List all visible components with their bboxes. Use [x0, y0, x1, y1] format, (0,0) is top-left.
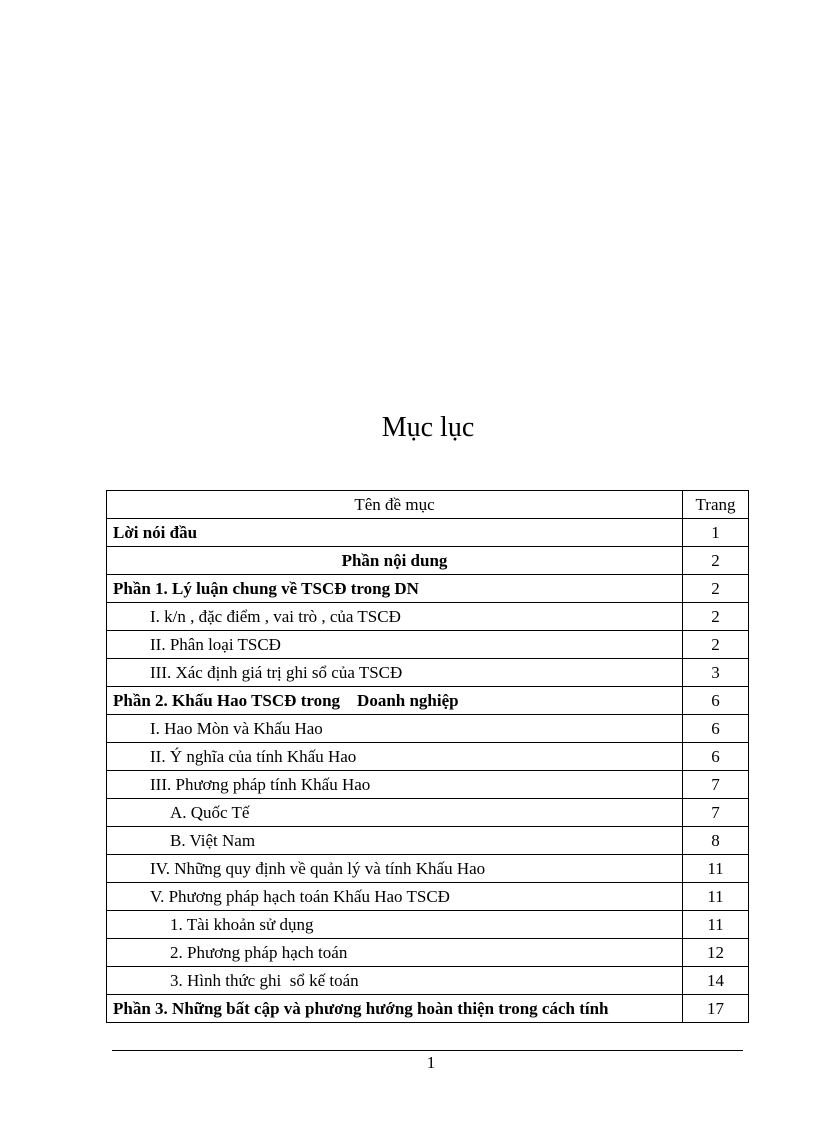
toc-entry-title: 1. Tài khoản sử dụng — [107, 911, 683, 939]
toc-row — [107, 715, 749, 743]
page-number: 1 — [426, 1053, 436, 1072]
toc-entry-title: 2. Phương pháp hạch toán — [107, 939, 683, 967]
toc-row — [107, 883, 749, 911]
toc-entry-title: B. Việt Nam — [107, 827, 683, 855]
toc-entry-title: III. Xác định giá trị ghi sổ của TSCĐ — [107, 659, 683, 687]
toc-row — [107, 575, 749, 603]
toc-entry-page: 2 — [683, 631, 749, 659]
toc-entry-title: IV. Những quy định về quản lý và tính Khấu Hao — [107, 855, 683, 883]
toc-entry-page: 7 — [683, 799, 749, 827]
toc-entry-title: Lời nói đầu — [107, 519, 683, 547]
toc-entry-page: 2 — [683, 575, 749, 603]
toc-row — [107, 995, 749, 1023]
toc-entry-title: II. Phân loại TSCĐ — [107, 631, 683, 659]
toc-entry-title: 3. Hình thức ghi sổ kế toán — [107, 967, 683, 995]
toc-row — [107, 547, 749, 575]
toc-row — [107, 603, 749, 631]
toc-row — [107, 967, 749, 995]
toc-row — [107, 519, 749, 547]
toc-row — [107, 631, 749, 659]
toc-entry-page: 2 — [683, 547, 749, 575]
toc-header-title: Tên đề mục — [107, 491, 683, 519]
toc-row — [107, 939, 749, 967]
toc-entry-page: 6 — [683, 743, 749, 771]
toc-entry-page: 2 — [683, 603, 749, 631]
toc-row — [107, 659, 749, 687]
toc-entry-title: Phần nội dung — [107, 547, 683, 575]
toc-row — [107, 855, 749, 883]
toc-row — [107, 743, 749, 771]
toc-row — [107, 827, 749, 855]
toc-row — [107, 911, 749, 939]
toc-entry-title: III. Phương pháp tính Khấu Hao — [107, 771, 683, 799]
toc-entry-page: 17 — [683, 995, 749, 1023]
toc-header-row — [107, 491, 749, 519]
toc-entry-title: V. Phương pháp hạch toán Khấu Hao TSCĐ — [107, 883, 683, 911]
toc-entry-title: Phần 3. Những bất cập và phương hướng hoàn thiện trong cách tính — [107, 995, 683, 1023]
toc-row — [107, 771, 749, 799]
toc-entry-title: A. Quốc Tế — [107, 799, 683, 827]
footer-divider — [112, 1050, 743, 1051]
toc-row — [107, 799, 749, 827]
toc-entry-title: Phần 1. Lý luận chung về TSCĐ trong DN — [107, 575, 683, 603]
toc-entry-page: 14 — [683, 967, 749, 995]
toc-entry-page: 7 — [683, 771, 749, 799]
toc-entry-title: I. k/n , đặc điểm , vai trò , của TSCĐ — [107, 603, 683, 631]
toc-entry-page: 6 — [683, 687, 749, 715]
toc-entry-page: 11 — [683, 855, 749, 883]
toc-entry-title: II. Ý nghĩa của tính Khấu Hao — [107, 743, 683, 771]
toc-entry-title: I. Hao Mòn và Khấu Hao — [107, 715, 683, 743]
toc-entry-title: Phần 2. Khấu Hao TSCĐ trong Doanh nghiệp — [107, 687, 683, 715]
toc-entry-page: 6 — [683, 715, 749, 743]
toc-entry-page: 11 — [683, 911, 749, 939]
toc-entry-page: 12 — [683, 939, 749, 967]
toc-header-page: Trang — [683, 491, 749, 519]
toc-entry-page: 11 — [683, 883, 749, 911]
table-of-contents — [106, 490, 749, 1023]
toc-entry-page: 8 — [683, 827, 749, 855]
toc-entry-page: 3 — [683, 659, 749, 687]
toc-entry-page: 1 — [683, 519, 749, 547]
page-title: Mục lục — [381, 412, 475, 443]
toc-row — [107, 687, 749, 715]
